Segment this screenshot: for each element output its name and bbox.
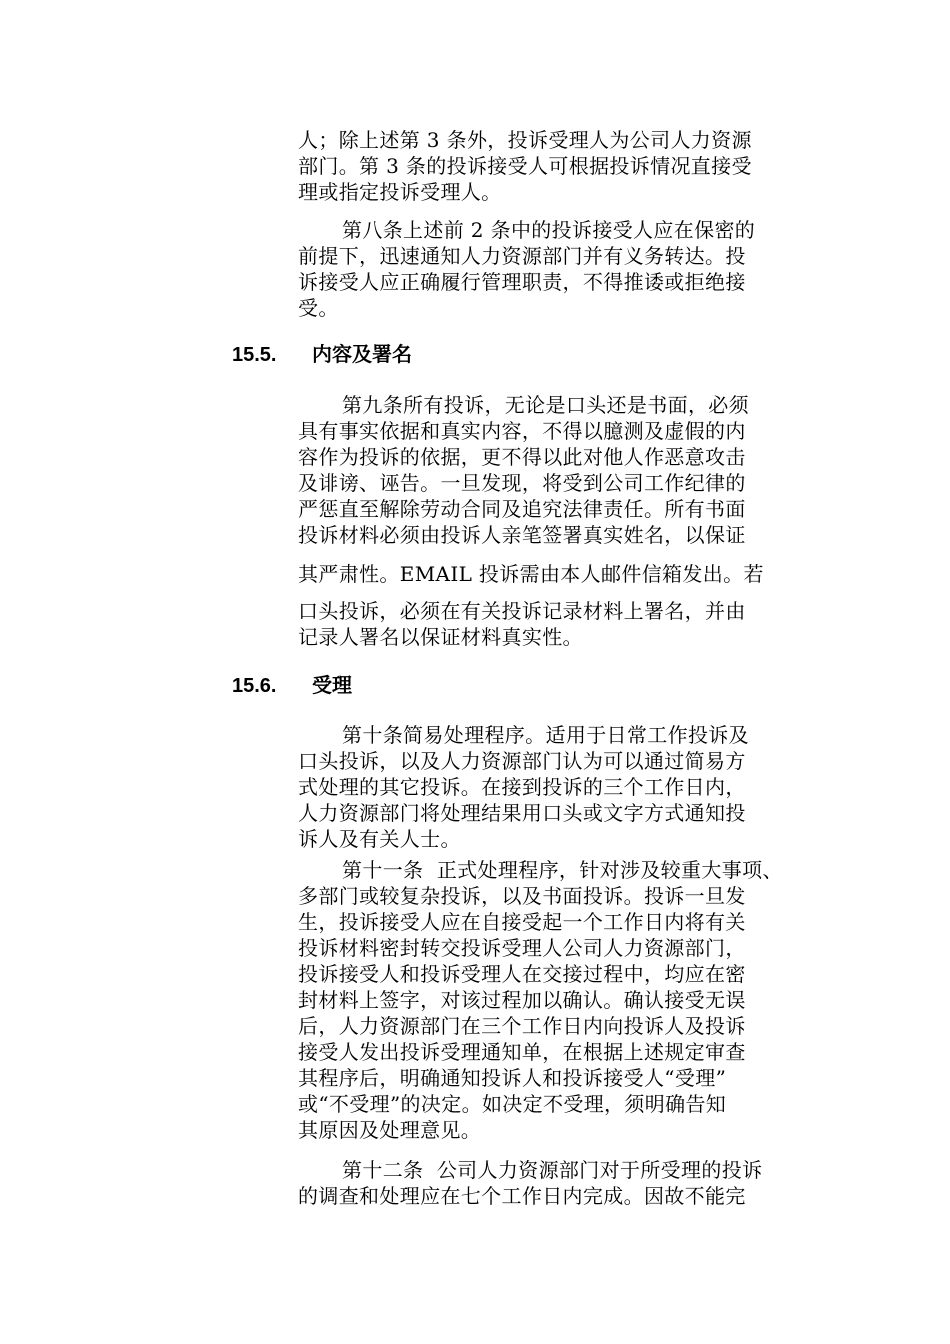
- text-line: 记录人署名以保证材料真实性。: [298, 625, 583, 649]
- text-line: 容作为投诉的依据，更不得以此对他人作恶意攻击: [298, 445, 746, 469]
- paragraph-article-11: [298, 857, 810, 1143]
- text-line: 式处理的其它投诉。在接到投诉的三个工作日内，: [298, 775, 746, 799]
- text-line: 口头投诉，以及人力资源部门认为可以通过简易方: [298, 749, 746, 773]
- section-heading-15-6: [232, 673, 352, 699]
- text-line: 或“不受理”的决定。如决定不受理，须明确告知: [298, 1092, 727, 1116]
- text-line: 第十一条 正式处理程序，针对涉及较重大事项、: [342, 858, 783, 882]
- text-line: 第八条上述前 2 条中的投诉接受人应在保密的: [342, 218, 756, 242]
- text-line: 接受人发出投诉受理通知单，在根据上述规定审查: [298, 1040, 746, 1064]
- text-line: 第十条简易处理程序。适用于日常工作投诉及: [342, 723, 749, 747]
- text-line: 人；除上述第 3 条外，投诉受理人为公司人力资源: [298, 128, 752, 152]
- text-line: 投诉材料密封转交投诉受理人公司人力资源部门，: [298, 936, 746, 960]
- paragraph-article-9: [298, 392, 810, 548]
- section-heading-15-5: [232, 342, 412, 368]
- paragraph-article-9-cont: [298, 561, 810, 587]
- section-title: 内容及署名: [312, 344, 412, 366]
- text-line: 后，人力资源部门在三个工作日内向投诉人及投诉: [298, 1014, 746, 1038]
- text-line: 及诽谤、诬告。一旦发现，将受到公司工作纪律的: [298, 471, 746, 495]
- text-line: 具有事实依据和真实内容，不得以臆测及虚假的内: [298, 419, 746, 443]
- text-line: 诉人及有关人士。: [298, 827, 461, 851]
- text-line: 部门。第 3 条的投诉接受人可根据投诉情况直接受: [298, 154, 752, 178]
- text-line: 人力资源部门将处理结果用口头或文字方式通知投: [298, 801, 746, 825]
- text-line: 口头投诉，必须在有关投诉记录材料上署名，并由: [298, 599, 746, 623]
- text-line: 的调查和处理应在七个工作日内完成。因故不能完: [298, 1184, 746, 1208]
- text-line: 诉接受人应正确履行管理职责，不得推诿或拒绝接: [298, 270, 746, 294]
- text-line: 第九条所有投诉，无论是口头还是书面，必须: [342, 393, 749, 417]
- text-line: 封材料上签字，对该过程加以确认。确认接受无误: [298, 988, 746, 1012]
- section-number: 15.5.: [232, 344, 277, 366]
- text-line: 其程序后，明确通知投诉人和投诉接受人“受理”: [298, 1066, 727, 1090]
- paragraph-article-9-end: [298, 598, 810, 650]
- text-line: 投诉接受人和投诉受理人在交接过程中，均应在密: [298, 962, 746, 986]
- paragraph-article-8: [298, 217, 810, 321]
- text-line: 其原因及处理意见。: [298, 1118, 482, 1142]
- text-line: 严惩直至解除劳动合同及追究法律责任。所有书面: [298, 497, 746, 521]
- section-title: 受理: [312, 675, 352, 697]
- paragraph-article-12: [298, 1157, 810, 1209]
- text-line: 其严肃性。EMAIL 投诉需由本人邮件信箱发出。若: [298, 562, 764, 586]
- text-line: 生，投诉接受人应在自接受起一个工作日内将有关: [298, 910, 746, 934]
- section-number: 15.6.: [232, 675, 277, 697]
- text-line: 受。: [298, 296, 339, 320]
- text-line: 理或指定投诉受理人。: [298, 180, 502, 204]
- text-line: 投诉材料必须由投诉人亲笔签署真实姓名，以保证: [298, 523, 746, 547]
- paragraph-article-10: [298, 722, 810, 852]
- text-line: 第十二条 公司人力资源部门对于所受理的投诉: [342, 1158, 763, 1182]
- text-line: 前提下，迅速通知人力资源部门并有义务转达。投: [298, 244, 746, 268]
- text-line: 多部门或较复杂投诉，以及书面投诉。投诉一旦发: [298, 884, 746, 908]
- paragraph-complaint-handler: [298, 127, 810, 205]
